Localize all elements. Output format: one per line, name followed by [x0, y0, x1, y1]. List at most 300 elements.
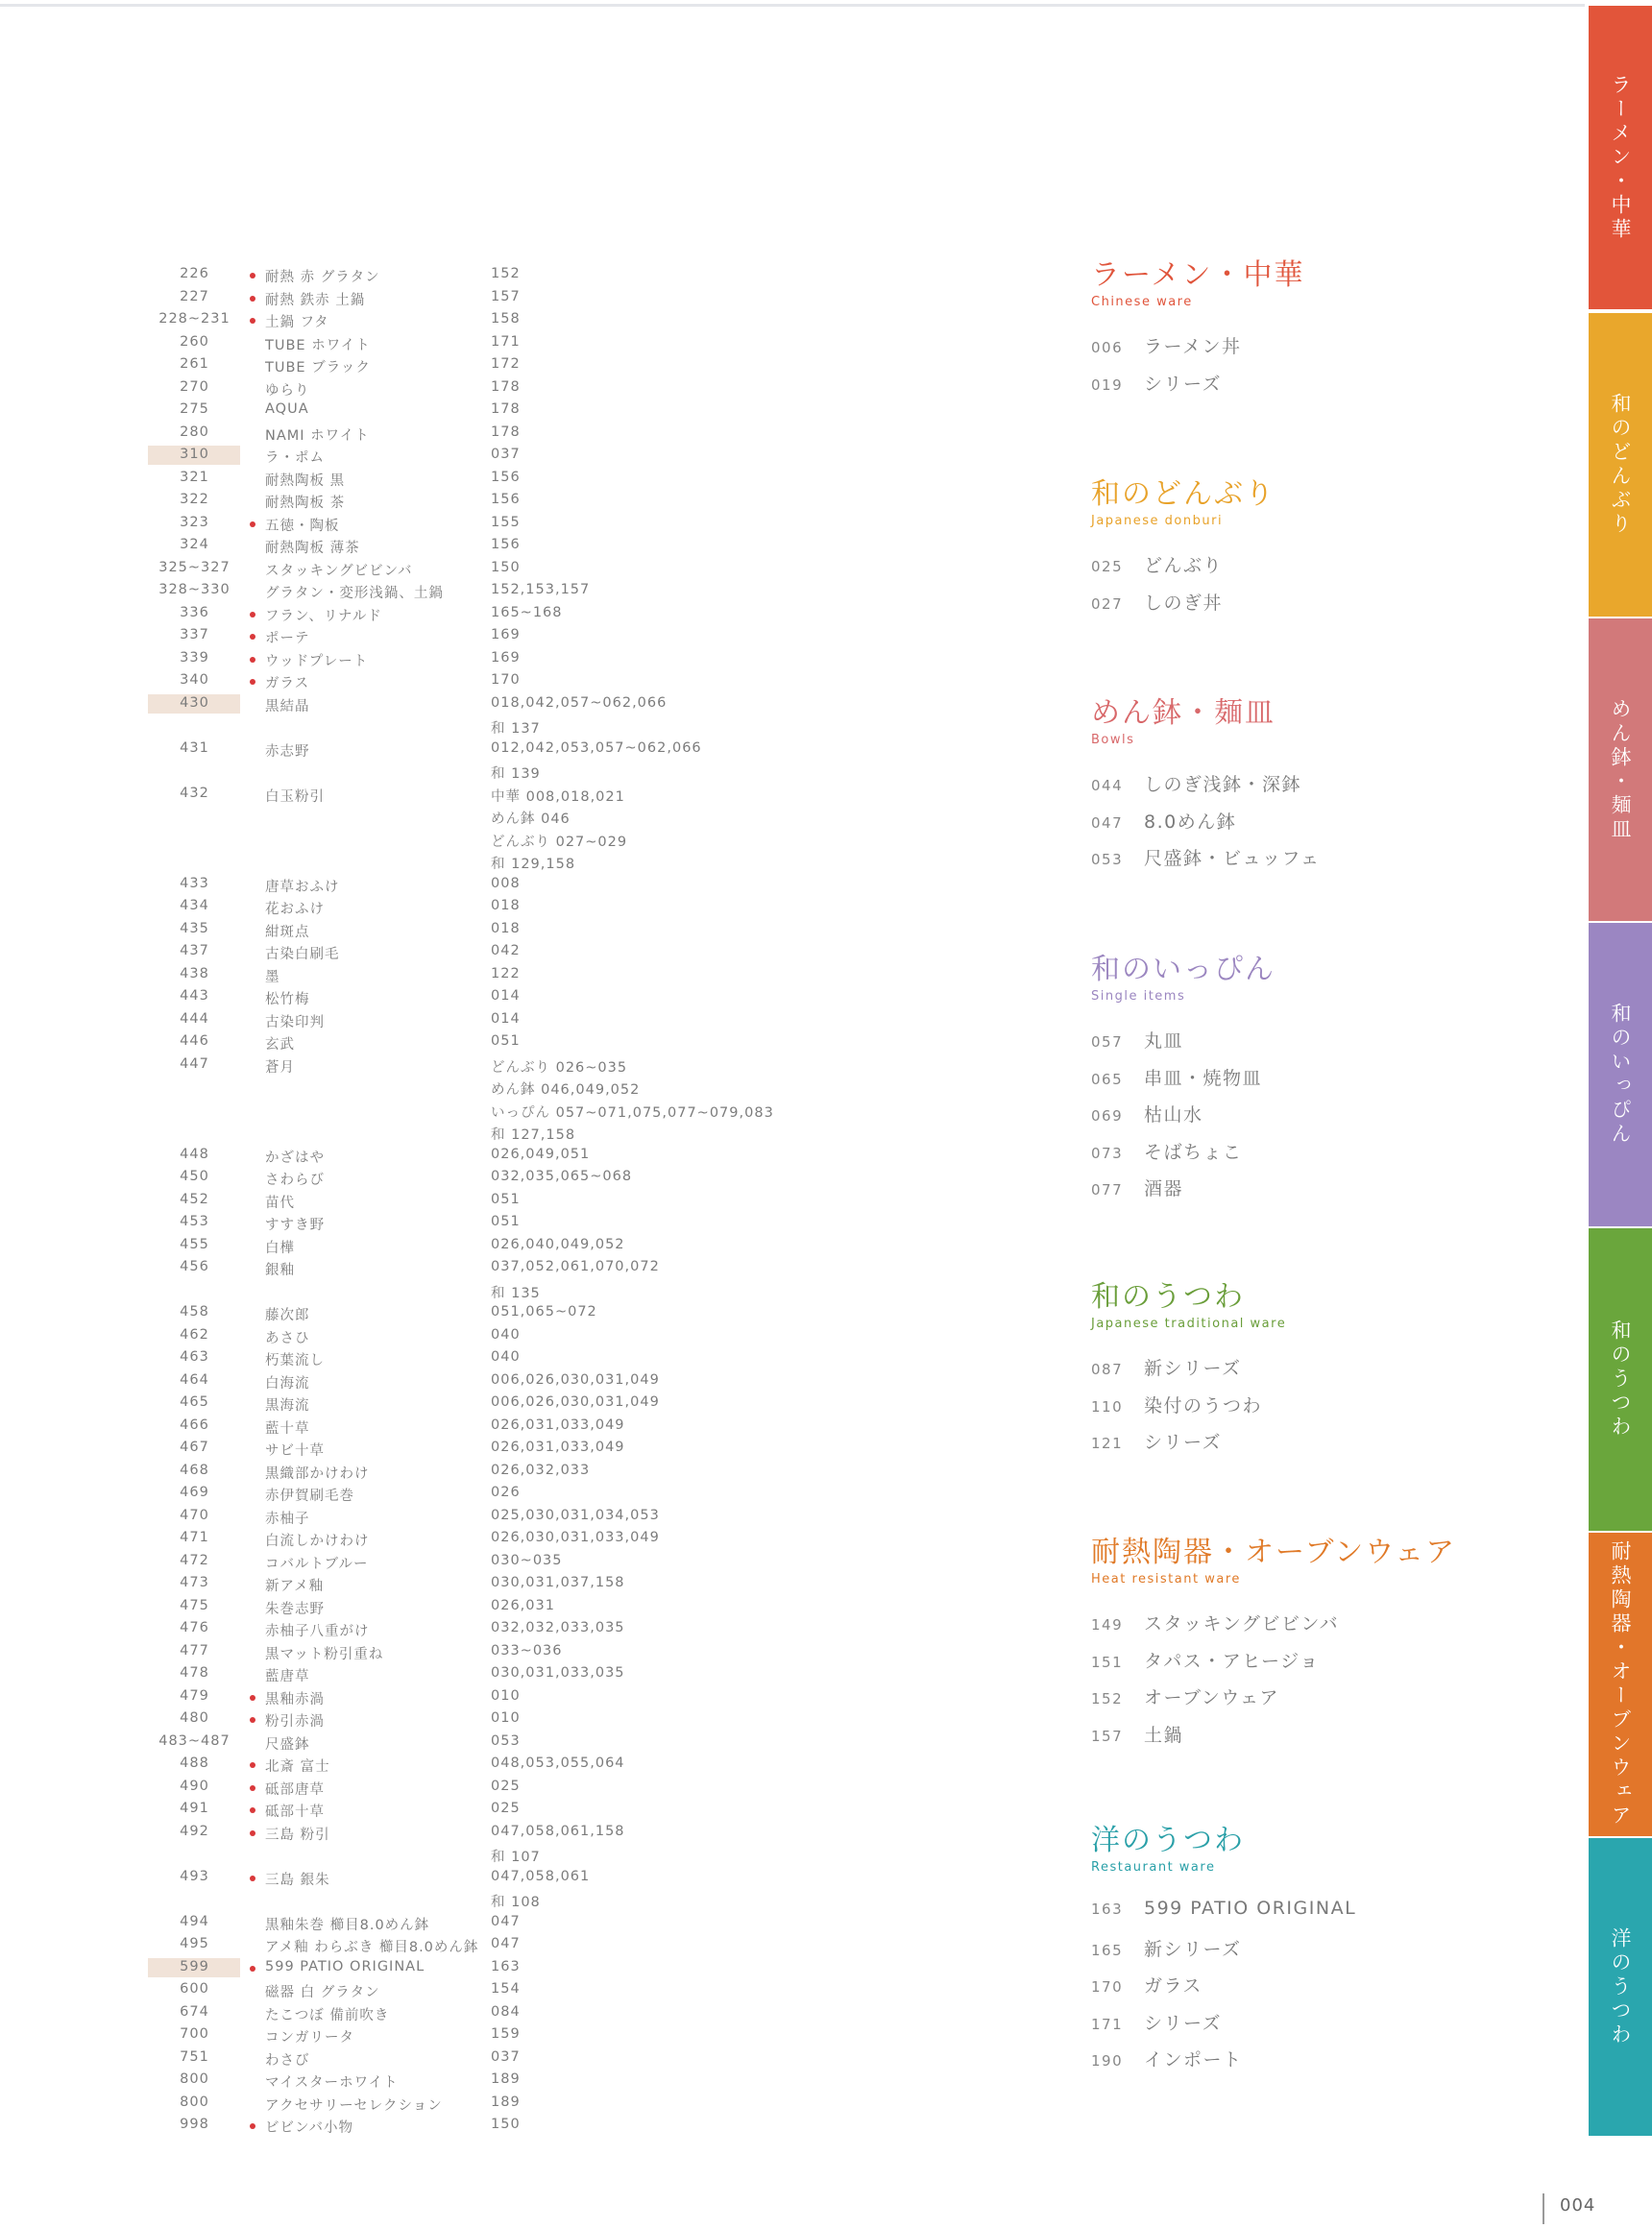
item-name: 黒マット粉引重ね — [265, 1646, 384, 1662]
index-row — [144, 896, 836, 919]
category-item — [1091, 551, 1494, 589]
category-item-label: しのぎ浅鉢・深鉢 — [1144, 774, 1302, 795]
side-tab[interactable] — [1589, 923, 1652, 1226]
item-number: 310 — [180, 447, 209, 462]
index-row — [144, 1302, 836, 1325]
item-name: 蒼月 — [265, 1059, 295, 1076]
item-name: マイスターホワイト — [265, 2075, 399, 2091]
side-tab[interactable] — [1589, 618, 1652, 921]
item-pages: 155 — [491, 514, 521, 530]
category-item — [1091, 1898, 1494, 1935]
item-name: 磁器 白 グラタン — [265, 1985, 380, 2000]
item-pages: 178 — [491, 378, 521, 395]
red-dot-icon — [250, 1876, 255, 1881]
index-row — [144, 1618, 836, 1641]
item-pages: 010 — [491, 1687, 521, 1704]
item-name: 苗代 — [265, 1195, 295, 1211]
item-name: 白玉粉引 — [265, 788, 325, 805]
item-name: すすき野 — [265, 1218, 326, 1233]
item-number: 432 — [180, 785, 209, 801]
item-pages: 040 — [491, 1349, 521, 1365]
item-name: TUBE ホワイト — [265, 337, 371, 353]
category-item-label: シリーズ — [1144, 2012, 1223, 2034]
index-row — [144, 715, 836, 739]
item-number: 340 — [180, 672, 209, 688]
category-item-number: 077 — [1091, 1181, 1124, 1199]
item-name: AQUA — [265, 401, 309, 417]
index-row — [144, 851, 836, 874]
item-number: 227 — [180, 288, 209, 304]
category-item-label: ラーメン丼 — [1144, 336, 1242, 357]
category-item-label: 新シリーズ — [1144, 1358, 1242, 1379]
item-pages: 025,030,031,034,053 — [491, 1507, 660, 1523]
index-row — [144, 874, 836, 897]
index-row — [144, 941, 836, 964]
category-block — [1091, 954, 1494, 1212]
item-number: 453 — [180, 1214, 209, 1229]
item-number: 479 — [180, 1687, 209, 1704]
category-item — [1091, 2009, 1494, 2046]
category-item-number: 025 — [1091, 558, 1124, 575]
category-item-number: 069 — [1091, 1107, 1124, 1125]
category-title: 洋のうつわ — [1091, 1824, 1245, 1857]
category-subtitle: Japanese donburi — [1091, 514, 1224, 528]
item-name: わさび — [265, 2052, 310, 2069]
index-row — [144, 761, 836, 784]
category-item-label: 8.0めん鉢 — [1144, 811, 1237, 833]
item-name: たこつぼ 備前吹き — [265, 2007, 390, 2023]
red-dot-icon — [250, 1785, 255, 1791]
item-number: 275 — [180, 401, 209, 417]
index-row — [144, 445, 836, 468]
category-item-label: インポート — [1144, 2049, 1243, 2071]
index-row — [144, 603, 836, 626]
item-name: アメ釉 わらぶき 櫛目8.0めん鉢 — [265, 1940, 479, 1955]
side-tab-label: 和のどんぶり — [1609, 393, 1632, 537]
item-name: コンガリータ — [265, 2030, 354, 2046]
index-row — [144, 1934, 836, 1957]
index-row — [144, 1822, 836, 1845]
item-pages: 025 — [491, 1801, 521, 1816]
item-pages: 156 — [491, 469, 521, 485]
category-item-number: 165 — [1091, 1941, 1124, 1959]
index-row — [144, 535, 836, 558]
item-number: 495 — [180, 1936, 209, 1951]
item-number: 325~327 — [158, 559, 231, 575]
item-pages: 010 — [491, 1710, 521, 1726]
item-pages: 040 — [491, 1326, 521, 1343]
item-number: 452 — [180, 1191, 209, 1207]
item-pages: どんぶり 027~029 — [491, 834, 628, 850]
item-pages: 006,026,030,031,049 — [491, 1394, 660, 1410]
item-name: 砥部唐草 — [265, 1781, 325, 1798]
index-row — [144, 2002, 836, 2025]
item-pages: めん鉢 046 — [491, 811, 571, 827]
item-pages: 169 — [491, 627, 521, 642]
item-name: 耐熱陶板 薄茶 — [265, 541, 360, 556]
red-dot-icon — [250, 521, 255, 527]
category-title: ラーメン・中華 — [1091, 258, 1305, 292]
item-name: NAMI ホワイト — [265, 427, 370, 444]
index-row — [144, 919, 836, 942]
category-item-label: タパス・アヒージョ — [1144, 1650, 1320, 1672]
category-block — [1091, 1825, 1494, 2083]
side-tab-label: 和のいっぴん — [1609, 1003, 1632, 1147]
index-row — [144, 400, 836, 423]
item-name: 黒織部かけわけ — [265, 1465, 370, 1482]
item-name: スタッキングビビンバ — [265, 563, 413, 579]
category-subtitle: Restaurant ware — [1091, 1860, 1216, 1875]
item-number: 463 — [180, 1349, 209, 1365]
item-pages: 170 — [491, 672, 521, 688]
item-number: 493 — [180, 1868, 209, 1884]
index-row — [144, 693, 836, 716]
red-dot-icon — [250, 1717, 255, 1723]
index-row — [144, 1732, 836, 1755]
index-table — [144, 264, 836, 2138]
item-number: 322 — [180, 492, 209, 507]
item-name: 藍十草 — [265, 1420, 310, 1437]
index-row — [144, 2047, 836, 2071]
index-row — [144, 1912, 836, 1935]
item-name: 粉引赤渦 — [265, 1714, 325, 1730]
category-item — [1091, 370, 1494, 407]
category-item-label: しのぎ丼 — [1144, 592, 1224, 614]
item-pages: 152 — [491, 266, 521, 281]
category-item — [1091, 808, 1494, 845]
item-number: 473 — [180, 1575, 209, 1590]
category-item-label: 枯山水 — [1144, 1104, 1203, 1126]
category-item — [1091, 1647, 1494, 1684]
index-row — [144, 670, 836, 693]
item-number: 488 — [180, 1756, 209, 1771]
item-number: 437 — [180, 943, 209, 958]
category-block — [1091, 697, 1494, 882]
item-number: 483~487 — [158, 1732, 231, 1749]
item-name: 赤伊賀刷毛巻 — [265, 1489, 354, 1504]
item-name: ポーテ — [265, 631, 310, 646]
item-number: 324 — [180, 537, 209, 552]
side-tab[interactable] — [1589, 1228, 1652, 1531]
item-number: 328~330 — [158, 582, 231, 597]
index-row — [144, 806, 836, 829]
item-pages: 051 — [491, 1033, 521, 1049]
item-pages: 026,040,049,052 — [491, 1236, 625, 1252]
item-name: ビビンバ小物 — [265, 2120, 353, 2136]
item-pages: 008 — [491, 875, 521, 891]
item-pages: 026,031,033,049 — [491, 1440, 625, 1455]
item-number: 477 — [180, 1642, 209, 1659]
item-name: フラン、リナルド — [265, 608, 382, 624]
item-pages: 048,053,055,064 — [491, 1756, 625, 1771]
item-pages: 165~168 — [491, 604, 563, 620]
item-pages: 026,049,051 — [491, 1146, 591, 1162]
category-item-label: 丸皿 — [1144, 1030, 1184, 1052]
item-number: 226 — [180, 266, 209, 281]
index-row — [144, 1461, 836, 1484]
index-row — [144, 829, 836, 852]
index-row — [144, 513, 836, 536]
item-pages: 169 — [491, 649, 521, 666]
item-name: あさひ — [265, 1330, 310, 1346]
item-name: アクセサリーセレクション — [265, 2097, 443, 2114]
index-row — [144, 1754, 836, 1777]
index-row — [144, 1077, 836, 1100]
item-number: 469 — [180, 1485, 209, 1500]
category-subtitle: Chinese ware — [1091, 295, 1193, 309]
item-name: 白海流 — [265, 1375, 310, 1392]
category-item — [1091, 1610, 1494, 1647]
item-name: ウッドプレート — [265, 653, 369, 669]
index-row — [144, 1167, 836, 1190]
index-row — [144, 1551, 836, 1574]
item-number: 599 — [180, 1958, 209, 1974]
item-name: 古染印判 — [265, 1014, 325, 1030]
item-name: 黒海流 — [265, 1398, 310, 1414]
item-pages: 026,031,033,049 — [491, 1417, 625, 1433]
item-number: 800 — [180, 2094, 209, 2110]
index-row — [144, 1416, 836, 1439]
index-row — [144, 986, 836, 1009]
side-tab[interactable] — [1589, 6, 1652, 309]
index-row — [144, 1145, 836, 1168]
item-pages: 033~036 — [491, 1642, 563, 1659]
item-name: ガラス — [265, 676, 310, 691]
category-item — [1091, 2046, 1494, 2083]
index-row — [144, 354, 836, 377]
category-item — [1091, 1683, 1494, 1721]
item-number: 492 — [180, 1823, 209, 1839]
index-row — [144, 1686, 836, 1709]
item-pages: 037 — [491, 2048, 521, 2065]
category-item-number: 163 — [1091, 1901, 1124, 1918]
item-pages: 014 — [491, 1010, 521, 1027]
category-item-number: 019 — [1091, 375, 1124, 394]
index-row — [144, 1777, 836, 1800]
category-item — [1091, 1972, 1494, 2009]
item-number: 444 — [180, 1010, 209, 1027]
item-pages: 163 — [491, 1958, 521, 1974]
item-pages: 和 135 — [491, 1285, 541, 1301]
item-name: ラ・ポム — [265, 450, 325, 466]
side-tab[interactable] — [1589, 1838, 1652, 2136]
category-item-number: 190 — [1091, 2052, 1124, 2070]
item-pages: 030,031,033,035 — [491, 1665, 625, 1681]
item-number: 491 — [180, 1801, 209, 1816]
index-row — [144, 1957, 836, 1980]
item-name: コバルトブルー — [265, 1556, 369, 1572]
red-dot-icon — [250, 1830, 255, 1836]
item-name: 花おふけ — [265, 902, 325, 917]
item-pages: いっぴん 057~071,075,077~079,083 — [491, 1104, 774, 1121]
item-number: 466 — [180, 1417, 209, 1433]
item-number: 800 — [180, 2071, 209, 2087]
category-item-number: 170 — [1091, 1978, 1124, 1996]
index-row — [144, 1663, 836, 1686]
index-row — [144, 1235, 836, 1258]
index-row — [144, 784, 836, 807]
item-number: 438 — [180, 965, 209, 981]
item-pages: 152,153,157 — [491, 582, 591, 597]
category-item-number: 157 — [1091, 1727, 1124, 1745]
category-subtitle: Japanese traditional ware — [1091, 1317, 1287, 1331]
red-dot-icon — [250, 1807, 255, 1813]
item-pages: 032,032,033,035 — [491, 1620, 625, 1635]
item-pages: 047 — [491, 1913, 521, 1929]
category-item-label: 599 PATIO ORIGINAL — [1144, 1898, 1357, 1919]
category-title: 和のどんぶり — [1091, 477, 1275, 511]
item-name: 藤次郎 — [265, 1308, 310, 1323]
item-name: 北斎 富士 — [265, 1759, 330, 1775]
item-pages: 150 — [491, 559, 521, 575]
item-number: 674 — [180, 2003, 209, 2020]
category-item-number: 110 — [1091, 1397, 1124, 1416]
index-row — [144, 2093, 836, 2116]
item-name: 紺斑点 — [265, 924, 310, 940]
index-row — [144, 1280, 836, 1303]
item-number: 490 — [180, 1778, 209, 1794]
item-pages: 047,058,061,158 — [491, 1823, 625, 1839]
index-row — [144, 558, 836, 581]
index-row — [144, 580, 836, 603]
item-pages: 178 — [491, 401, 521, 417]
category-block — [1091, 259, 1494, 406]
item-pages: 051,065~072 — [491, 1304, 597, 1320]
item-pages: どんぶり 026~035 — [491, 1059, 628, 1076]
item-name: 朱巻志野 — [265, 1601, 325, 1617]
item-pages: 006,026,030,031,049 — [491, 1371, 660, 1388]
item-pages: 178 — [491, 424, 521, 440]
item-pages: 156 — [491, 537, 521, 552]
item-pages: 和 137 — [491, 721, 541, 737]
category-item-label: 新シリーズ — [1144, 1938, 1242, 1960]
item-name: 玄武 — [265, 1037, 295, 1053]
red-dot-icon — [250, 318, 255, 324]
category-item-number: 073 — [1091, 1144, 1124, 1162]
index-row — [144, 2115, 836, 2138]
category-item — [1091, 1392, 1494, 1429]
index-row — [144, 739, 836, 762]
item-name: 599 PATIO ORIGINAL — [265, 1958, 425, 1974]
category-title: 和のうつわ — [1091, 1280, 1245, 1314]
item-name: 唐草おふけ — [265, 879, 340, 895]
red-dot-icon — [250, 657, 255, 663]
item-pages: 189 — [491, 2094, 521, 2110]
index-row — [144, 423, 836, 446]
item-pages: 和 129,158 — [491, 857, 576, 872]
side-tab-label: 和のうつわ — [1609, 1320, 1632, 1440]
category-item — [1091, 1027, 1494, 1064]
index-row — [144, 1392, 836, 1416]
item-name: 土鍋 フタ — [265, 315, 329, 330]
page-divider — [1543, 2193, 1544, 2224]
category-item-number: 027 — [1091, 594, 1124, 613]
index-row — [144, 287, 836, 310]
item-name: 尺盛鉢 — [265, 1736, 310, 1753]
category-subtitle: Bowls — [1091, 733, 1135, 747]
item-name: サビ十草 — [265, 1443, 325, 1459]
item-pages: 158 — [491, 311, 521, 327]
side-tab[interactable] — [1589, 313, 1652, 617]
item-number: 480 — [180, 1710, 209, 1726]
item-number: 476 — [180, 1620, 209, 1635]
item-number: 475 — [180, 1597, 209, 1613]
item-pages: 084 — [491, 2003, 521, 2020]
item-number: 998 — [180, 2117, 209, 2132]
item-pages: 122 — [491, 965, 521, 981]
item-number: 462 — [180, 1326, 209, 1343]
item-number: 465 — [180, 1394, 209, 1410]
item-name: 五徳・陶板 — [265, 518, 340, 534]
item-number: 458 — [180, 1304, 209, 1320]
category-item — [1091, 332, 1494, 370]
page-number: 004 — [1560, 2195, 1596, 2216]
item-pages: 025 — [491, 1778, 521, 1794]
side-tab-label: 耐熱陶器・オーブンウェア — [1609, 1540, 1632, 1828]
category-subtitle: Single items — [1091, 989, 1186, 1004]
category-item-number: 171 — [1091, 2015, 1124, 2033]
red-dot-icon — [250, 1966, 255, 1972]
item-pages: 047 — [491, 1936, 521, 1951]
item-number: 470 — [180, 1507, 209, 1523]
index-row — [144, 1596, 836, 1619]
item-number: 228~231 — [158, 311, 231, 327]
item-name: 三島 粉引 — [265, 1827, 330, 1843]
index-row — [144, 1257, 836, 1280]
item-name: 耐熱陶板 茶 — [265, 496, 346, 511]
item-pages: 156 — [491, 492, 521, 507]
item-number: 447 — [180, 1055, 209, 1072]
item-name: ゆらり — [265, 382, 310, 399]
item-name: グラタン・変形浅鍋、土鍋 — [265, 586, 444, 601]
category-block — [1091, 1281, 1494, 1465]
index-row — [144, 1799, 836, 1822]
item-name: 黒結晶 — [265, 698, 310, 714]
category-item — [1091, 844, 1494, 882]
category-item-number: 044 — [1091, 777, 1124, 794]
item-number: 468 — [180, 1462, 209, 1478]
side-tab-label: めん鉢・麺皿 — [1609, 697, 1632, 842]
index-row — [144, 1325, 836, 1348]
item-name: 三島 銀朱 — [265, 1872, 330, 1888]
item-pages: 172 — [491, 356, 521, 372]
item-pages: 中華 008,018,021 — [491, 788, 625, 805]
item-pages: めん鉢 046,049,052 — [491, 1082, 641, 1098]
item-name: 藍唐草 — [265, 1669, 310, 1684]
item-number: 472 — [180, 1552, 209, 1568]
item-name: かざはや — [265, 1150, 325, 1166]
category-item-label: そばちょこ — [1144, 1141, 1243, 1163]
item-pages: 030~035 — [491, 1552, 563, 1568]
index-row — [144, 468, 836, 491]
index-row — [144, 2070, 836, 2093]
index-row — [144, 1054, 836, 1078]
red-dot-icon — [250, 273, 255, 278]
item-number: 321 — [180, 469, 209, 485]
index-row — [144, 1483, 836, 1506]
item-pages: 和 139 — [491, 766, 541, 782]
side-tab[interactable] — [1589, 1533, 1652, 1836]
category-item — [1091, 770, 1494, 808]
item-name: 墨 — [265, 969, 280, 985]
category-item-number: 053 — [1091, 851, 1124, 868]
index-row — [144, 648, 836, 671]
item-pages: 051 — [491, 1214, 521, 1229]
item-pages: 026,032,033 — [491, 1462, 591, 1478]
category-item-label: 串皿・焼物皿 — [1144, 1067, 1263, 1089]
item-pages: 026 — [491, 1485, 521, 1500]
category-title: 和のいっぴん — [1091, 953, 1275, 986]
